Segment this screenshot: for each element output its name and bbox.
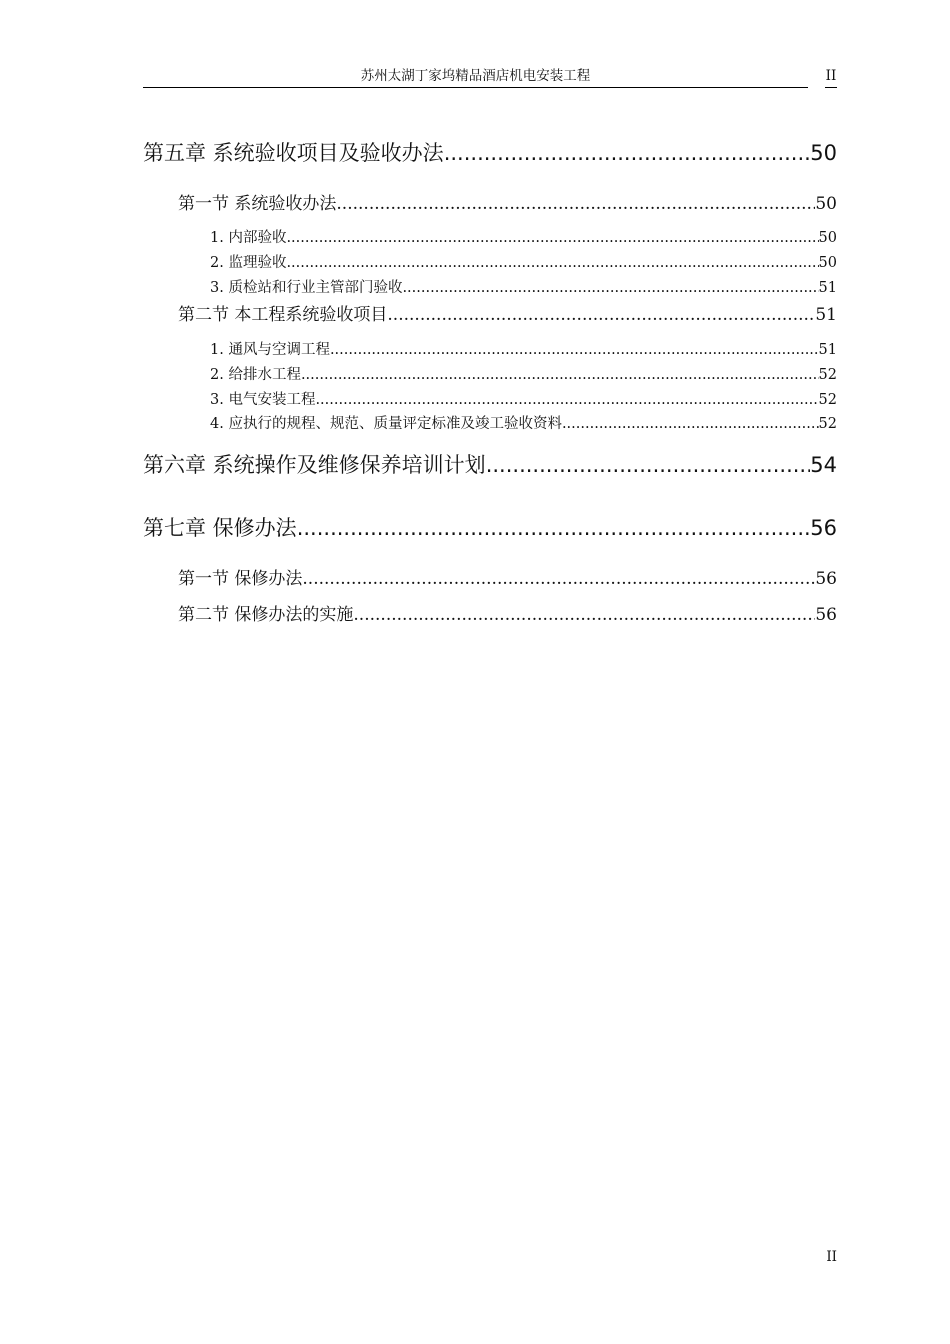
toc-entry[interactable] [210, 388, 837, 409]
toc-entry-title: 第一节 保修办法 [178, 569, 303, 589]
toc-leader-dots [562, 416, 819, 432]
toc-entry-title: 4. 应执行的规程、规范、质量评定标准及竣工验收资料 [210, 416, 562, 432]
toc-entry-page: 56 [810, 516, 837, 540]
toc-entry[interactable] [178, 300, 837, 325]
toc-entry-page: 52 [818, 416, 837, 432]
toc-leader-dots [301, 367, 819, 383]
page-header [143, 66, 837, 88]
header-title: 苏州太湖丁家坞精品酒店机电安装工程 [143, 66, 808, 88]
toc-leader-dots [353, 605, 815, 625]
toc-entry[interactable] [178, 600, 837, 625]
toc-entry-page: 50 [818, 230, 837, 246]
toc-entry-title: 第二节 本工程系统验收项目 [178, 305, 388, 325]
toc-leader-dots [336, 194, 815, 214]
toc-entry-page: 52 [818, 367, 837, 383]
toc-entry[interactable] [143, 512, 837, 542]
toc-entry-page: 56 [815, 605, 837, 625]
toc-entry-title: 第二节 保修办法的实施 [178, 605, 354, 625]
toc-leader-dots [315, 392, 818, 408]
toc-leader-dots [486, 453, 811, 477]
toc-entry-page: 50 [810, 141, 837, 165]
toc-entry-title: 第五章 系统验收项目及验收办法 [143, 141, 444, 165]
toc-entry[interactable] [210, 276, 837, 297]
toc-entry-page: 51 [818, 280, 837, 296]
toc-entry-title: 第六章 系统操作及维修保养培训计划 [143, 453, 486, 477]
toc-entry-title: 2. 给排水工程 [210, 367, 301, 383]
toc-entry[interactable] [210, 226, 837, 247]
header-page-number: II [825, 66, 837, 88]
toc-entry-title: 3. 电气安装工程 [210, 392, 316, 408]
toc-entry[interactable] [143, 137, 837, 167]
toc-entry-title: 第七章 保修办法 [143, 516, 297, 540]
toc-leader-dots [286, 255, 818, 271]
toc-entry-page: 52 [818, 392, 837, 408]
toc-entry-title: 2. 监理验收 [210, 255, 287, 271]
toc-entry[interactable] [143, 449, 837, 479]
toc-leader-dots [387, 305, 815, 325]
toc-entry[interactable] [210, 363, 837, 384]
toc-entry-title: 第一节 系统验收办法 [178, 194, 337, 214]
toc-entry-title: 1. 内部验收 [210, 230, 287, 246]
footer-page-number: II [826, 1249, 837, 1265]
toc-entry[interactable] [178, 564, 837, 589]
toc-entry[interactable] [178, 189, 837, 214]
toc-entry[interactable] [210, 412, 837, 433]
toc-entry-page: 51 [818, 342, 837, 358]
toc-entry[interactable] [210, 338, 837, 359]
toc-leader-dots [286, 230, 818, 246]
toc-entry-page: 51 [815, 305, 837, 325]
toc-leader-dots [330, 342, 819, 358]
toc-entry-title: 1. 通风与空调工程 [210, 342, 330, 358]
toc-entry-page: 56 [815, 569, 837, 589]
toc-leader-dots [297, 516, 811, 540]
toc-entry-page: 50 [818, 255, 837, 271]
toc-leader-dots [444, 141, 811, 165]
toc-entry[interactable] [210, 251, 837, 272]
toc-entry-page: 54 [810, 453, 837, 477]
toc-leader-dots [302, 569, 815, 589]
toc-leader-dots [402, 280, 818, 296]
toc-entry-title: 3. 质检站和行业主管部门验收 [210, 280, 403, 296]
toc-entry-page: 50 [815, 194, 837, 214]
